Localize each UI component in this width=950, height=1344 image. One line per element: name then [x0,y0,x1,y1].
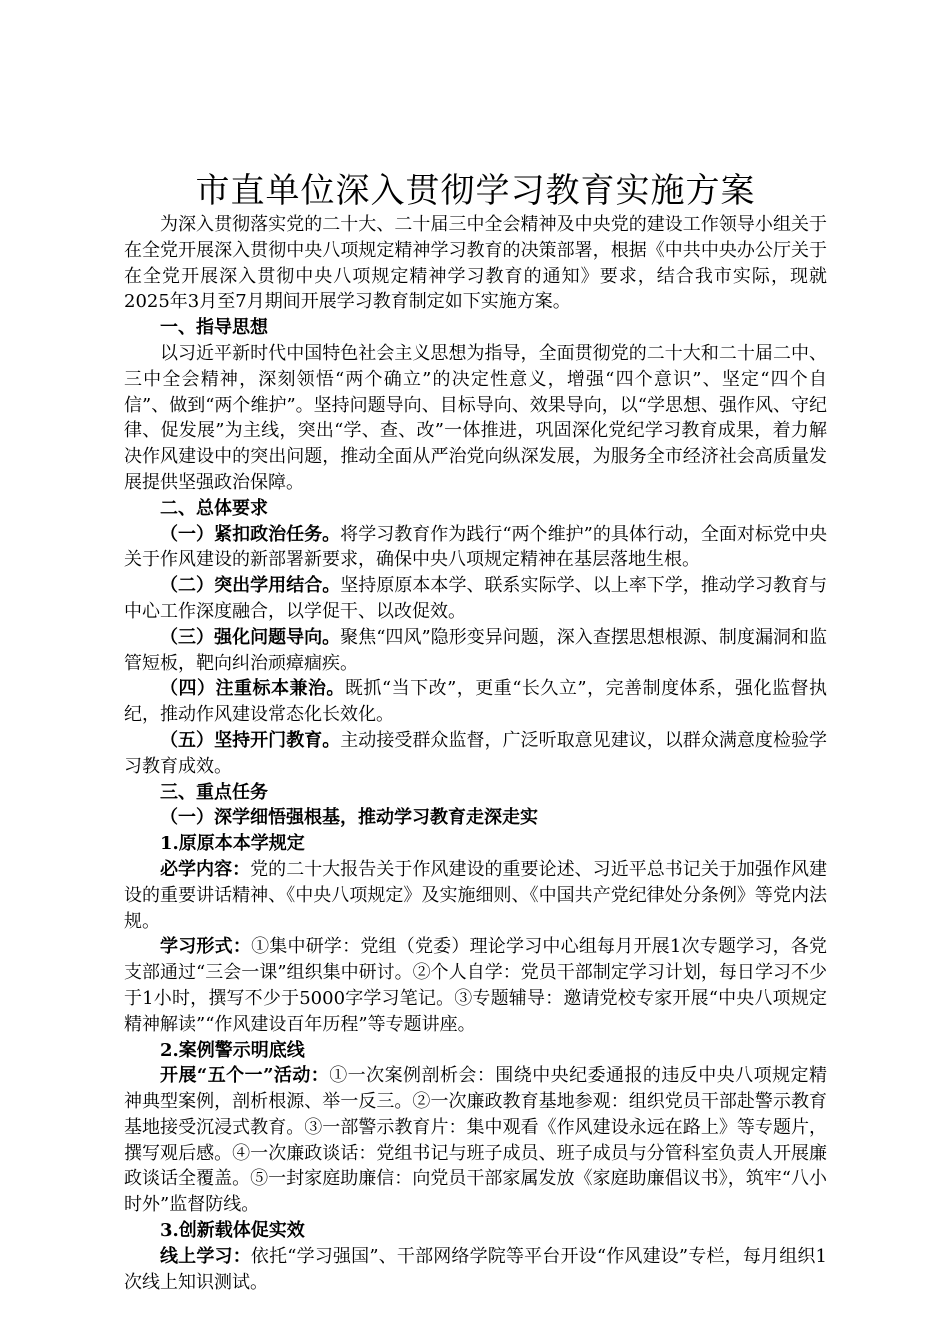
requirement-item-text: 聚焦“四风”隐形变异问题，深入查摆思想根源、制度漏洞和监管短板，靶向纠治顽瘴痼疾。 [124,626,828,674]
intro-paragraph: 为深入贯彻落实党的二十大、二十届三中全会精神及中央党的建设工作领导小组关于在全党开展深入贯彻中央八项规定精神学习教育的决策部署，根据《中共中央办公厅关于在全党开展深入贯彻中央八项规定精神学习教育的通知》要求，结合我市实际，现就2025年3月至7月期间开展学习教育制定如下实施方案。 [124,214,827,313]
required-content-paragraph [124,857,827,934]
requirement-item-text: 既抓“当下改”，更重“长久立”，完善制度体系，强化监督执纪，推动作风建设常态化长效化。 [124,678,827,726]
requirement-item-text: 坚持原原本本学、联系实际学、以上率下学，推动学习教育与中心工作深度融合，以学促干、以改促效。 [124,575,828,622]
item-heading: 3.创新载体促实效 [160,1220,305,1242]
paragraph-lead: 学习形式： [160,936,252,958]
paragraph-text: 依托“学习强国”、干部网络学院等平台开设“作风建设”专栏，每月组织1次线上知识测试。 [124,1245,827,1293]
requirement-item-text: 主动接受群众监督，广泛听取意见建议，以群众满意度检验学习教育成效。 [124,729,828,777]
paragraph-lead: 必学内容： [160,858,251,880]
section-heading-key-tasks: 三、重点任务 [160,781,268,803]
requirement-item-lead: （五）坚持开门教育。 [160,729,341,751]
five-ones-paragraph [124,1063,827,1218]
paragraph-text: ①集中研学：党组（党委）理论学习中心组每月开展1次专题学习，各党支部通过“三会一课”组织集中研讨。②个人自学：党员干部制定学习计划，每日学习不少于1小时，撰写不少于5000字学习笔记。③专题辅导：邀请党校专家开展“中央八项规定精神解读”“作风建设百年历程”等专题讲座。 [124,936,828,1035]
paragraph-text: 党的二十大报告关于作风建设的重要论述、习近平总书记关于加强作风建设的重要讲话精神、《中央八项规定》及实施细则、《中国共产党纪律处分条例》等党内法规。 [124,858,827,932]
paragraph-lead: 线上学习： [160,1245,251,1267]
item-heading: 2.案例警示明底线 [160,1039,305,1061]
document-title: 市直单位深入贯彻学习教育实施方案 [195,171,756,211]
document-page [124,168,827,1295]
requirement-item-lead: （四）注重标本兼治。 [160,678,345,700]
requirement-item-lead: （一）紧扣政治任务。 [160,523,341,545]
requirement-item [124,522,827,574]
paragraph-lead: 开展“五个一”活动： [160,1065,330,1087]
subsection-heading: （一）深学细悟强根基，推动学习教育走深走实 [160,807,538,829]
requirement-item-lead: （二）突出学用结合。 [160,575,341,597]
requirement-item [124,573,827,625]
requirement-item-text: 将学习教育作为践行“两个维护”的具体行动，全面对标党中央关于作风建设的新部署新要求，确保中央八项规定精神在基层落地生根。 [124,523,828,571]
paragraph-text: ①一次案例剖析会：围绕中央纪委通报的违反中央八项规定精神典型案例，剖析根源、举一反三。②一次廉政教育基地参观：组织党员干部赴警示教育基地接受沉浸式教育。③一部警示教育片：集中观看《作风建设永远在路上》等专题片，撰写观后感。④一次廉政谈话：党组书记与班子成员、班子成员与分管科室负责人开展廉政谈话全覆盖。⑤一封家庭助廉信：向党员干部家属发放《家庭助廉倡议书》，筑牢“八小时外”监督防线。 [124,1065,827,1216]
item-heading: 1.原原本本学规定 [160,833,305,855]
online-learning-paragraph [124,1244,827,1296]
learning-form-paragraph [124,934,827,1037]
requirement-item [124,676,827,728]
requirement-item [124,625,827,677]
section-heading-guiding-ideology: 一、指导思想 [160,317,268,339]
requirement-item-lead: （三）强化问题导向。 [160,626,341,648]
requirement-item [124,728,827,780]
guiding-ideology-paragraph: 以习近平新时代中国特色社会主义思想为指导，全面贯彻党的二十大和二十届二中、三中全会精神，深刻领悟“两个确立”的决定性意义，增强“四个意识”、坚定“四个自信”、做到“两个维护”。坚持问题导向、目标导向、效果导向，以“学思想、强作风、守纪律、促发展”为主线，突出“学、查、改”一体推进，巩固深化党纪学习教育成果，着力解决作风建设中的突出问题，推动全面从严治党向纵深发展，为服务全市经济社会高质量发展提供坚强政治保障。 [124,342,827,493]
section-heading-general-requirements: 二、总体要求 [160,497,268,519]
